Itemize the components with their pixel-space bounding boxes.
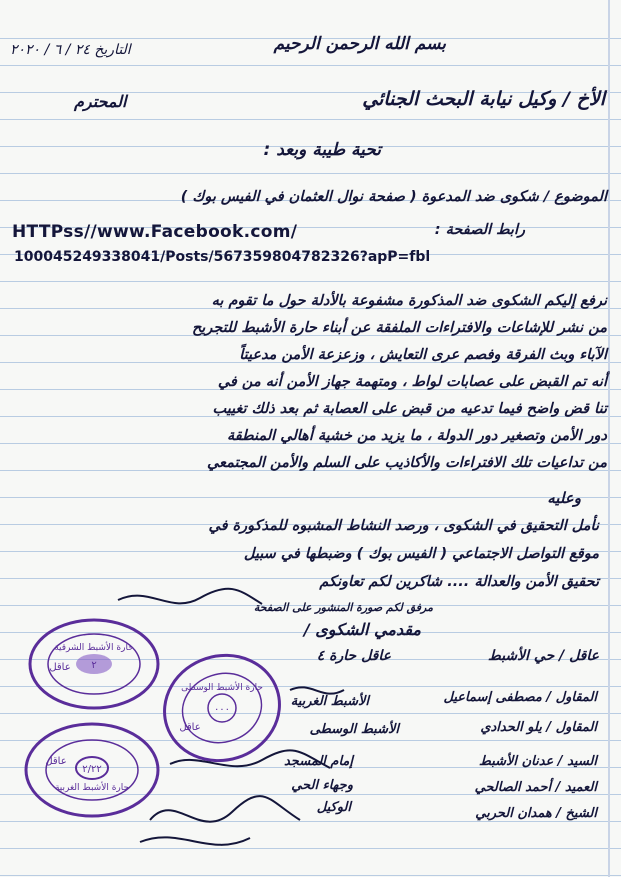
attachment-note: مرفق لكم صورة المنشور على الصفحة — [253, 601, 433, 614]
stamp-number: ٢ — [91, 660, 97, 671]
closing-intro: وعليه — [547, 489, 581, 507]
signatory-left: الوكيل — [316, 800, 351, 815]
addressee: الأخ / وكيل نيابة البحث الجنائي — [362, 88, 605, 110]
page-link-label: رابط الصفحة : — [434, 222, 525, 238]
signature-scribble — [118, 589, 262, 604]
closing-line: موقع التواصل الاجتماعي ( الفيس بوك ) وضبطها في سبيل — [243, 546, 599, 562]
greeting: تحية طيبة وبعد : — [263, 140, 381, 160]
body-line: من نشر للإشاعات والافتراءات الملفقة عن أبناء حارة الأشبط للتجريح — [191, 320, 607, 336]
letter-date: التاريخ ٢٤ / ٦ / ٢٠٢٠ — [10, 42, 131, 58]
body-line: تنا قض واضح فيما تدعيه من قبض على العصابة ثم بعد ذلك تغييب — [212, 401, 607, 417]
closing-line: نأمل التحقيق في الشكوى ، ورصد النشاط المشبوه للمذكورة في — [208, 518, 599, 534]
official-stamp — [26, 724, 158, 816]
body-line: الآباء وبث الفرقة وفصم عرى التعايش ، وزعزعة الأمن مدعيتاً — [239, 347, 607, 363]
body-line: دور الأمن وتصغير دور الدولة ، ما يزيد من خشية أهالي المنطقة — [227, 428, 607, 444]
signatories-right-header: عاقل / حي الأشبط — [487, 648, 599, 664]
signatory-left: وجهاء الحي — [291, 778, 353, 793]
signatory-right: المقاول / مصطفى إسماعيل — [443, 690, 597, 705]
stamp-name: عاقل — [49, 662, 71, 673]
body-line: نرفع إليكم الشكوى ضد المذكورة مشفوعة بالأدلة حول ما تقوم به — [211, 293, 607, 309]
signature-scribble — [140, 796, 300, 845]
signature-scribble — [290, 687, 344, 693]
stamp-title: حارة الأشبط الشرقية — [54, 643, 134, 653]
signatory-right: المقاول / يلو الحدادي — [480, 720, 597, 735]
stamp-number: ٢/٢٢ — [82, 764, 102, 775]
signatory-left: الأشبط الوسطى — [309, 722, 399, 737]
stamp-name: عاقل — [45, 756, 67, 767]
submitters-label: مقدمي الشكوى / — [303, 620, 421, 639]
body-line: أنه تم القبض على عصابات لواط ، ومتهمة جهاز الأمن أنه من في — [217, 374, 607, 390]
subject-line: الموضوع / شكوى ضد المدعوة ( صفحة نوال العثمان في الفيس بوك ) — [180, 189, 607, 205]
signatory-right: السيد / عدنان الأشبط — [478, 754, 597, 769]
body-line: من تداعيات تلك الافتراءات والأكاذيب على السلم والأمن المجتمعي — [206, 455, 607, 471]
closing-line: تحقيق الأمن والعدالة .... شاكرين لكم تعاونكم — [319, 574, 599, 590]
signatory-right: الشيخ / همدان الحربي — [475, 806, 597, 821]
basmala: بسم الله الرحمن الرحيم — [273, 34, 446, 54]
page-link-part2: 100045249338041/Posts/567359804782326?apP=fbl — [14, 249, 431, 265]
official-stamp — [30, 620, 158, 708]
signatories-left-header: عاقل حارة ٤ — [316, 648, 391, 664]
stamp-title: حارة الأشبط الوسطى — [181, 683, 263, 693]
stamp-name: عاقل — [179, 722, 201, 733]
signatory-left: الأشبط الغربية — [290, 694, 369, 709]
stamp-number: ٠٠٠ — [213, 704, 231, 715]
stamp-title: حارة الأشبط الغربية — [54, 783, 130, 793]
signatory-left: إمام المسجد — [283, 754, 353, 769]
signatory-right: العميد / أحمد الصالحي — [474, 780, 597, 795]
honorific: المحترم — [74, 92, 127, 111]
page-link-part1: HTTPss//www.Facebook.com/ — [12, 222, 298, 242]
